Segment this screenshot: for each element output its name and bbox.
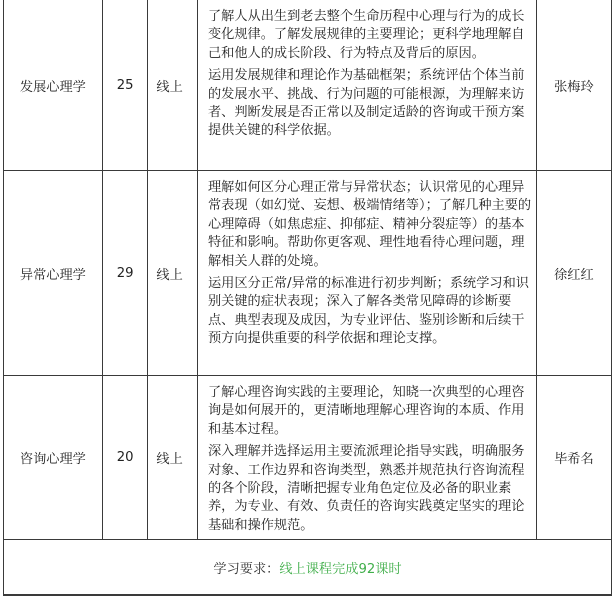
course-hours: 29 xyxy=(102,171,148,376)
table-row xyxy=(4,171,612,376)
course-description xyxy=(198,376,537,540)
course-teacher: 毕希名 xyxy=(536,376,611,540)
course-description xyxy=(198,0,537,171)
description-paragraph: 深入理解并选择运用主要流派理论指导实践，明确服务对象、工作边界和咨询类型，熟悉并规范执行咨询流程的各个阶段，清晰把握专业角色定位及必备的职业素养，为专业、有效、负责任的咨询实践奠定坚实的理论基础和操作规范。 xyxy=(208,444,525,533)
table-row xyxy=(4,0,612,171)
course-name: 咨询心理学 xyxy=(4,376,103,540)
course-mode: 线上 xyxy=(148,0,198,171)
study-requirement xyxy=(4,540,612,596)
course-teacher: 张梅玲 xyxy=(536,0,611,171)
course-description xyxy=(198,171,537,376)
course-mode: 线上 xyxy=(148,376,198,540)
description-paragraph: 运用区分正常/异常的标准进行初步判断；系统学习和识别关键的症状表现；深入了解各类常见障碍的诊断要点、典型表现及成因，为专业评估、鉴别诊断和后续干预方向提供重要的科学依据和理论支撑。 xyxy=(208,276,529,347)
course-table xyxy=(3,0,612,596)
course-hours: 20 xyxy=(102,376,148,540)
course-teacher: 徐红红 xyxy=(536,171,611,376)
footer-row xyxy=(4,540,612,596)
study-requirement-value: 线上课程完成92课时 xyxy=(279,561,402,577)
description-paragraph: 了解心理咨询实践的主要理论，知晓一次典型的心理咨询是如何展开的，更清晰地理解心理咨询的本质、作用和基本过程。 xyxy=(208,385,525,437)
table-row xyxy=(4,376,612,540)
description-paragraph: 运用发展规律和理论作为基础框架；系统评估个体当前的发展水平、挑战、行为问题的可能根源，为理解来访者、判断发展是否正常以及制定适龄的咨询或干预方案提供关键的科学依据。 xyxy=(208,68,525,139)
description-paragraph: 了解人从出生到老去整个生命历程中心理与行为的成长变化规律。了解发展规律的主要理论；更科学地理解自己和他人的成长阶段、行为特点及背后的原因。 xyxy=(208,9,525,61)
study-requirement-label: 学习要求： xyxy=(213,561,280,577)
course-name: 异常心理学 xyxy=(4,171,103,376)
description-paragraph: 理解如何区分心理正常与异常状态；认识常见的心理异常表现（如幻觉、妄想、极端情绪等）；了解几种主要的心理障碍（如焦虑症、抑郁症、精神分裂症等）的基本特征和影响。帮助你更客观、理性地看待心理问题，理解相关人群的处境。 xyxy=(208,180,532,269)
course-hours: 25 xyxy=(102,0,148,171)
course-mode: 线上 xyxy=(148,171,198,376)
course-name: 发展心理学 xyxy=(4,0,103,171)
